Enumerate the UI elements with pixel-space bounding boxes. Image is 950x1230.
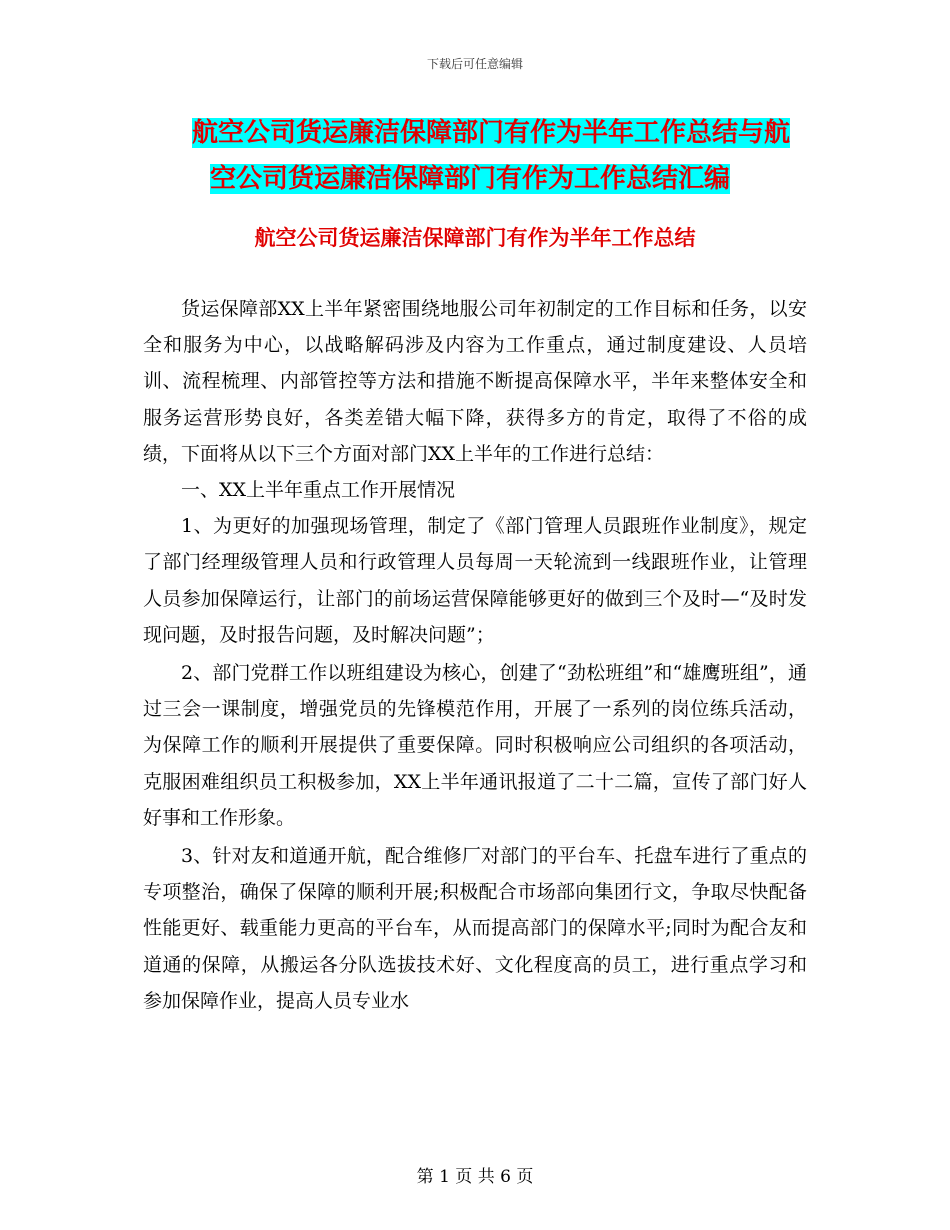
section-title: 航空公司货运廉洁保障部门有作为半年工作总结 [254, 226, 696, 250]
main-title-line-1 [150, 110, 830, 156]
header-note: 下载后可任意编辑 [426, 57, 523, 71]
main-title [150, 110, 830, 202]
paragraph-intro: 货运保障部XX上半年紧密围绕地服公司年初制定的工作目标和任务，以安全和服务为中心，以战略解码涉及内容为工作重点，通过制度建设、人员培训、流程梳理、内部管控等方法和措施不断提高保障水平，半年来整体安全和服务运营形势良好，各类差错大幅下降，获得多方的肯定，取得了不俗的成绩，下面将从以下三个方面对部门XX上半年的工作进行总结： [143, 298, 807, 465]
paragraph-item-1: 1、为更好的加强现场管理，制定了《部门管理人员跟班作业制度》，规定了部门经理级管理人员和行政管理人员每周一天轮流到一线跟班作业，让管理人员参加保障运行，让部门的前场运营保障能够更好的做到三个及时—“及时发现问题，及时报告问题，及时解决问题”； [143, 515, 807, 646]
paragraph-heading-1: 一、XX上半年重点工作开展情况 [181, 479, 456, 502]
paragraph-item-3: 3、针对友和道通开航，配合维修厂对部门的平台车、托盘车进行了重点的专项整治，确保了保障的顺利开展;积极配合市场部向集团行文，争取尽快配备性能更好、载重能力更高的平台车，从而提高部门的保障水平;同时为配合友和道通的保障，从搬运各分队选拔技术好、文化程度高的员工，进行重点学习和参加保障作业，提高人员专业水 [143, 845, 807, 1012]
main-title-line-2-text: 空公司货运廉洁保障部门有作为工作总结汇编 [210, 164, 731, 194]
page-footer: 第 1 页 共 6 页 [416, 1167, 534, 1187]
document-body [143, 291, 807, 1019]
main-title-line-1-text: 航空公司货运廉洁保障部门有作为半年工作总结与航 [192, 118, 791, 148]
main-title-line-2 [150, 156, 830, 202]
paragraph-item-2: 2、部门党群工作以班组建设为核心，创建了“劲松班组”和“雄鹰班组”，通过三会一课制度，增强党员的先锋模范作用，开展了一系列的岗位练兵活动，为保障工作的顺利开展提供了重要保障。同时积极响应公司组织的各项活动，克服困难组织员工积极参加，XX上半年通讯报道了二十二篇，宣传了部门好人好事和工作形象。 [143, 662, 807, 829]
